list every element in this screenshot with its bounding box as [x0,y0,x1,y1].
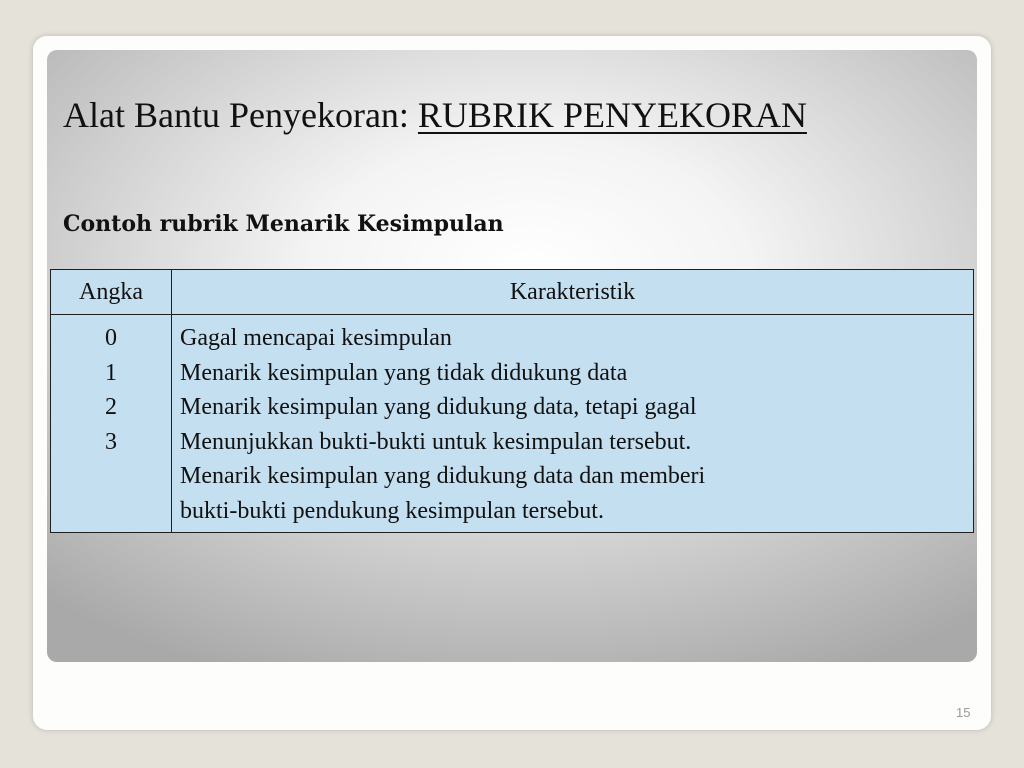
page-number: 15 [956,705,971,720]
table-header-row [51,270,974,315]
score-value: 1 [105,359,117,386]
score-value: 0 [105,325,117,351]
description-line: Menarik kesimpulan yang tidak didukung data [180,359,628,386]
slide-title [63,97,807,133]
rubric-table [50,269,974,533]
description-cell [172,315,974,533]
header-angka: Angka [51,270,172,315]
description-line: Menunjukkan bukti-bukti untuk kesimpulan tersebut. [180,428,692,455]
header-karakteristik: Karakteristik [172,270,974,315]
score-value: 3 [105,428,117,455]
description-line: Gagal mencapai kesimpulan [180,325,452,351]
score-value: 2 [105,394,117,420]
description-line: bukti-bukti pendukung kesimpulan tersebut. [180,497,604,524]
table-row [51,315,974,533]
description-line: Menarik kesimpulan yang didukung data, tetapi gagal [180,394,697,420]
score-cell [51,315,172,533]
title-emphasis: RUBRIK PENYEKORAN [417,95,807,135]
title-prefix: Alat Bantu Penyekoran: [63,95,418,135]
slide-subtitle: Contoh rubrik Menarik Kesimpulan [63,211,504,237]
description-line: Menarik kesimpulan yang didukung data dan memberi [180,463,706,489]
